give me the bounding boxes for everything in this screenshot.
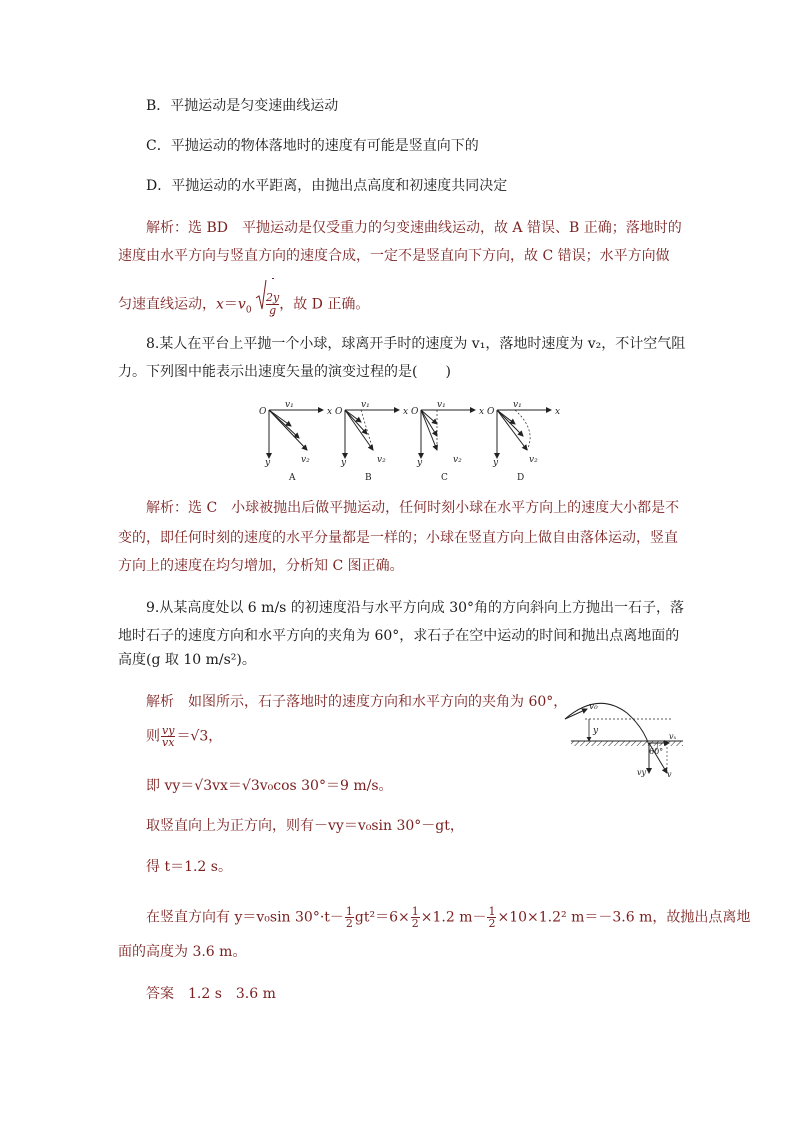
velocity-vector	[421, 410, 437, 450]
analysis7-line2: 速度由水平方向与竖直方向的速度合成，一定不是竖直向下方向，故 C 错误；水平方向做	[118, 248, 670, 264]
analysis8-line1: 解析：选 C 小球被抛出后做平抛运动，任何时刻小球在水平方向上的速度大小都是不	[146, 500, 680, 516]
fig-vy-label: vy	[637, 768, 647, 777]
option-d: D．平抛运动的水平距离，由抛出点高度和初速度共同决定	[146, 178, 508, 194]
solution9-line2: 则 $\frac{vy}{vx}$ ＝√3，	[146, 724, 223, 749]
origin-label: O	[487, 407, 495, 417]
v1-label: v₁	[285, 400, 294, 410]
velocity-vector	[345, 410, 367, 434]
analysis7-line1: 解析：选 BD 平抛运动是仅受重力的匀变速曲线运动，故 A 错误、B 正确；落地时的	[146, 220, 682, 236]
fig-v-label: v	[667, 770, 672, 779]
velocity-vector	[345, 410, 373, 450]
v2-label: v₂	[529, 455, 538, 465]
v1-label: v₁	[437, 400, 446, 410]
solution9-line7: 面的高度为 3.6 m。	[118, 944, 247, 960]
velocity-vector	[421, 410, 437, 436]
q9-line1: 9.从某高度处以 6 m/s 的初速度沿与水平方向成 30°角的方向斜向上方抛出一石子，落	[146, 600, 685, 616]
v2-label: v₂	[377, 455, 386, 465]
figure-label-D: D	[517, 473, 525, 483]
fig-y-label: y	[593, 726, 599, 736]
answer: 答案 1.2 s 3.6 m	[146, 986, 276, 1002]
q9-line3: 高度(g 取 10 m/s²)。	[118, 652, 256, 668]
v1-label: v₁	[361, 400, 370, 410]
x-axis-label: x	[403, 407, 409, 417]
origin-label: O	[259, 407, 267, 417]
sqrt-expression: 2y g	[256, 280, 279, 329]
fig-vx-label: vₓ	[669, 732, 677, 741]
q8-line2: 力。下列图中能表示出速度矢量的演变过程的是( )	[118, 364, 451, 380]
analysis7-line3: 匀速直线运动，$x=v_0$ 2y g ，故 D 正确。	[118, 280, 369, 329]
solution9-line4: 取竖直向上为正方向，则有－vy＝v₀sin 30°－gt，	[146, 818, 464, 834]
velocity-vector	[269, 410, 307, 450]
option-c: C．平抛运动的物体落地时的速度有可能是竖直向下的	[146, 138, 479, 154]
velocity-vector	[345, 410, 361, 422]
analysis8-line3: 方向上的速度在均匀增加，分析知 C 图正确。	[118, 558, 404, 574]
y-axis-label: y	[265, 458, 271, 468]
solution9-line5: 得 t＝1.2 s。	[146, 859, 232, 875]
x-axis-label: x	[555, 407, 561, 417]
v2-label: v₂	[301, 455, 310, 465]
v1-label: v₁	[513, 400, 522, 410]
q8-line1: 8.某人在平台上平抛一个小球，球离开手时的速度为 v₁，落地时速度为 v₂，不计空气阻	[146, 336, 686, 352]
option-b: B．平抛运动是匀变速曲线运动	[146, 98, 339, 114]
x-axis-label: x	[327, 407, 333, 417]
y-axis-label: y	[341, 458, 347, 468]
solution9-line6: 在竖直方向有 y＝v₀sin 30°·t－ $\frac{1}{2}$ gt²＝6× $\frac{1}{2}$ ×1.2 m－ $\frac{1}{2}$ ×10×1.2² m＝－3.6 m，故抛出点离地	[146, 905, 751, 930]
analysis8-line2: 变的，即任何时刻的速度的水平分量都是一样的；小球在竖直方向上做自由落体运动，竖直	[118, 530, 678, 546]
q8-figures	[255, 398, 561, 483]
origin-label: O	[411, 407, 419, 417]
solution9-line1: 解析 如图所示，石子落地时的速度方向和水平方向的夹角为 60°，	[146, 694, 568, 710]
solution9-line3: 即 vy＝√3vx＝√3v₀cos 30°＝9 m/s。	[146, 778, 393, 794]
x-axis-label: x	[479, 407, 485, 417]
q9-line2: 地时石子的速度方向和水平方向的夹角为 60°，求石子在空中运动的时间和抛出点离地面的	[118, 628, 680, 644]
v2-label: v₂	[453, 455, 462, 465]
velocity-vector	[497, 410, 527, 450]
fig-v0-label: v₀	[589, 702, 598, 712]
origin-label: O	[335, 407, 343, 417]
figure-label-B: B	[365, 473, 372, 483]
figure-label-C: C	[441, 473, 448, 483]
q9-figure	[563, 695, 688, 780]
y-axis-label: y	[417, 458, 423, 468]
y-axis-label: y	[493, 458, 499, 468]
figure-label-A: A	[289, 473, 296, 483]
fig-angle-label: 60°	[649, 747, 664, 756]
